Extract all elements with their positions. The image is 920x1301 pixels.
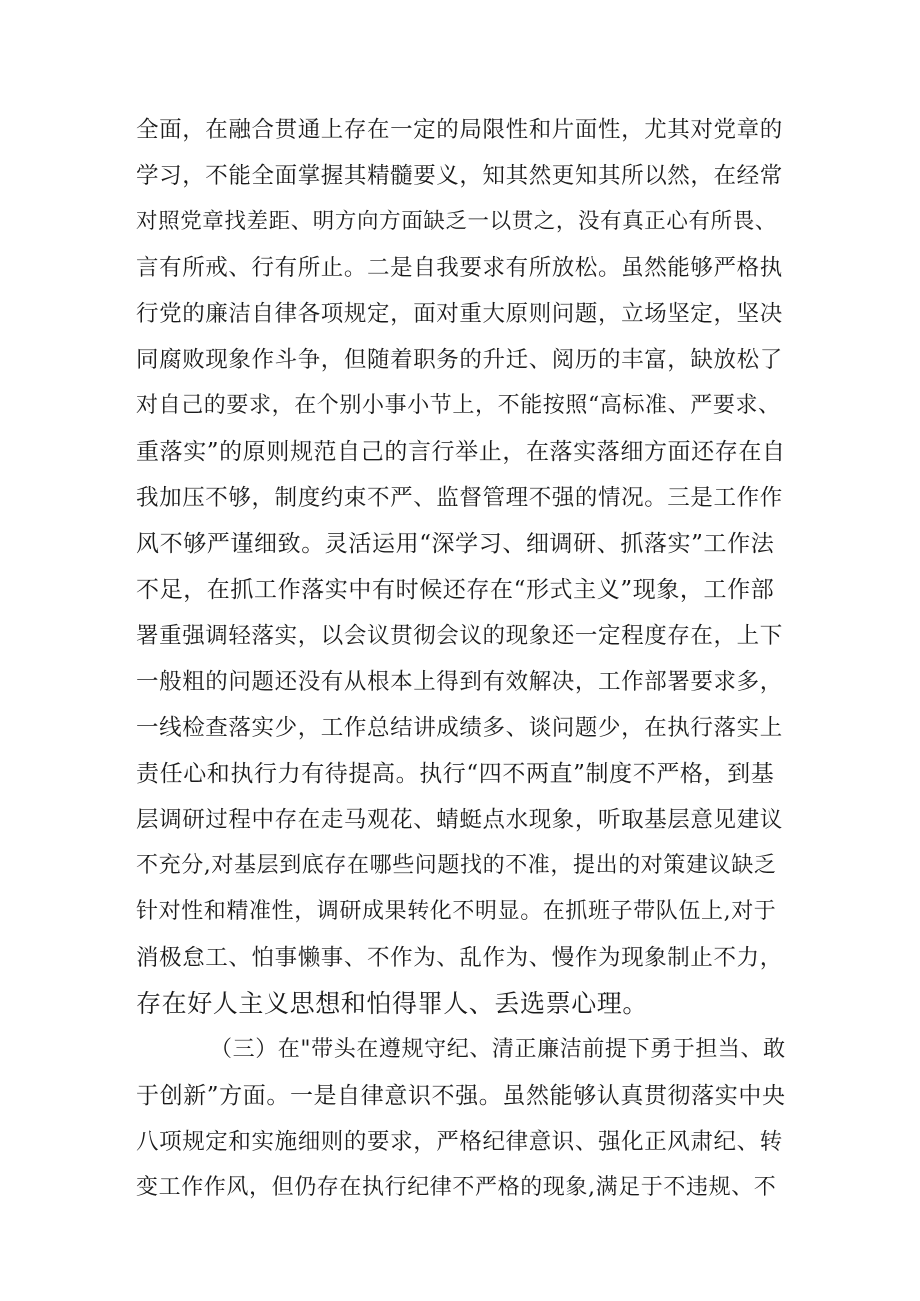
text-line: 学习，不能全面掌握其精髓要义，知其然更知其所以然，在经常	[136, 163, 783, 189]
text-line: 于创新”方面。一是自律意识不强。虽然能够认真贯彻落实中央	[136, 1083, 786, 1109]
section-heading-line: （三）在"带头在遵规守纪、清正廉洁前提下勇于担当、敢	[210, 1037, 786, 1062]
text-line: 不充分,对基层到底存在哪些问题找的不准，提出的对策建议缺乏	[136, 853, 777, 878]
text-line: 消极怠工、怕事懒事、不作为、乱作为、慢作为现象制止不力，	[136, 945, 783, 971]
text-line: 变工作作风，但仍存在执行纪律不严格的现象,满足于不违规、不	[136, 1175, 777, 1200]
text-line: 八项规定和实施细则的要求，严格纪律意识、强化正风肃纪、转	[136, 1129, 783, 1155]
text-line: 我加压不够，制度约束不严、监督管理不强的情况。三是工作作	[136, 485, 783, 511]
text-line: 层调研过程中存在走马观花、蜻蜓点水现象，听取基层意见建议	[136, 807, 783, 833]
text-line: 不足，在抓工作落实中有时候还存在“形式主义”现象，工作部	[136, 577, 775, 603]
text-line: 言有所戒、行有所止。二是自我要求有所放松。虽然能够严格执	[136, 255, 783, 281]
text-line: 全面，在融合贯通上存在一定的局限性和片面性，尤其对党章的	[136, 117, 783, 143]
text-line: 对照党章找差距、明方向方面缺乏一以贯之，没有真正心有所畏、	[136, 209, 777, 234]
text-line: 重落实”的原则规范自己的言行举止，在落实落细方面还存在自	[136, 439, 786, 465]
text-line: 对自己的要求，在个别小事小节上，不能按照“高标准、严要求、	[136, 393, 781, 418]
text-line: 一线检查落实少，工作总结讲成绩多、谈问题少，在执行落实上	[136, 715, 783, 741]
text-line: 行党的廉洁自律各项规定，面对重大原则问题，立场坚定，坚决	[136, 301, 783, 327]
text-line: 同腐败现象作斗争，但随着职务的升迁、阅历的丰富，缺放松了	[136, 347, 783, 373]
text-line: 一般粗的问题还没有从根本上得到有效解决，工作部署要求多，	[136, 669, 783, 695]
text-line: 针对性和精准性，调研成果转化不明显。在抓班子带队伍上,对于	[136, 899, 777, 924]
text-line: 存在好人主义思想和怕得罪人、丢选票心理。	[136, 989, 649, 1018]
text-line: 责任心和执行力有待提高。执行“四不两直”制度不严格，到基	[136, 761, 775, 787]
text-line: 署重强调轻落实，以会议贯彻会议的现象还一定程度存在，上下	[136, 623, 783, 649]
text-line: 风不够严谨细致。灵活运用“深学习、细调研、抓落实”工作法	[136, 531, 775, 557]
